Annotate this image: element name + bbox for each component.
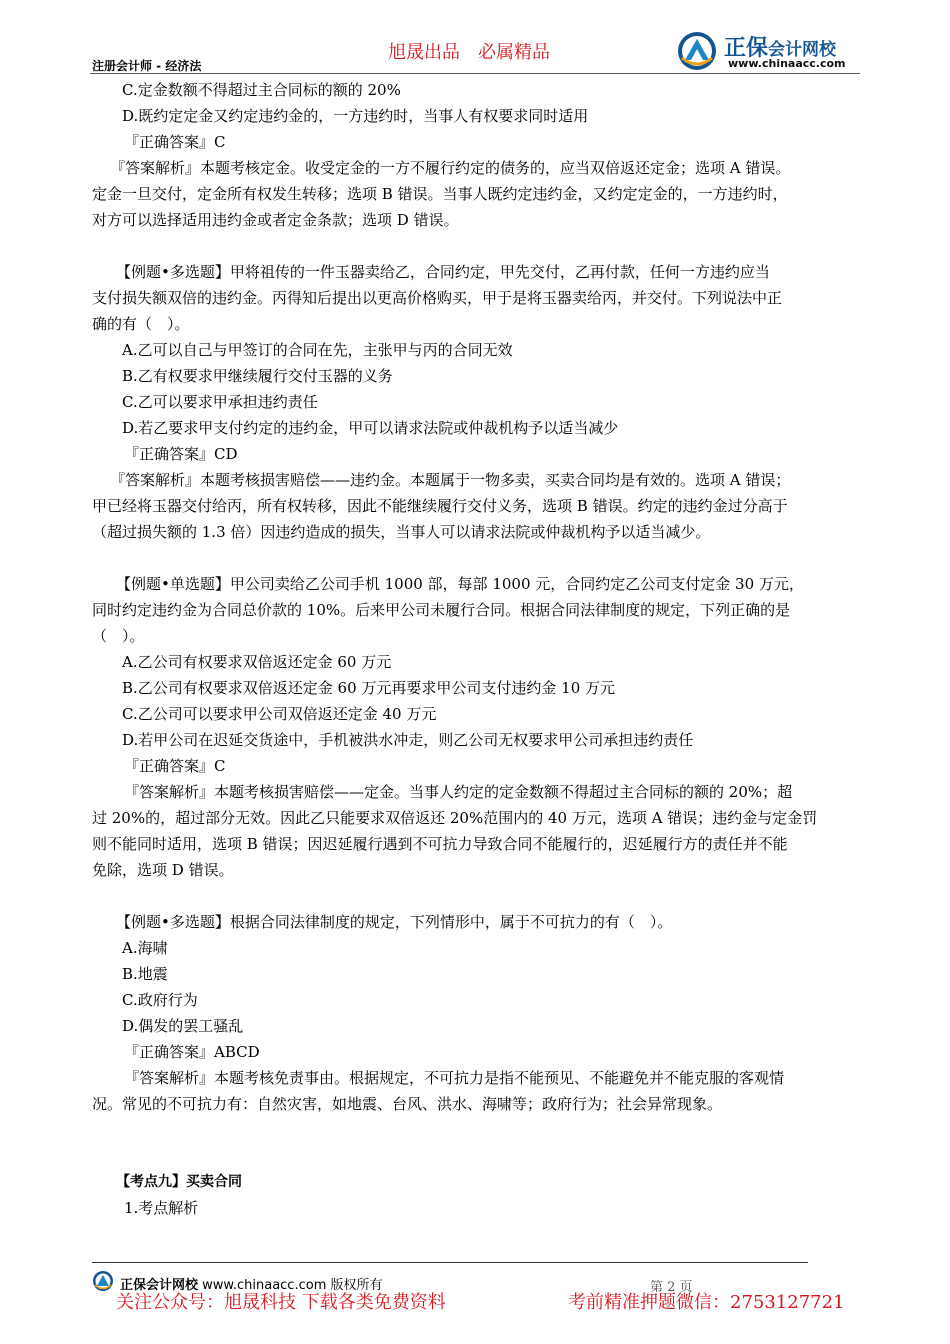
option-d: D.偶发的罢工骚乱	[122, 1017, 244, 1035]
footer-logo-icon	[92, 1270, 114, 1292]
answer-analysis-cont: 免除，选项 D 错误。	[92, 861, 234, 879]
option-a: A.海啸	[122, 939, 168, 957]
answer-analysis: 『答案解析』本题考核损害赔偿——违约金。本题属于一物多卖，买卖合同均是有效的。选项 A 错误；	[110, 471, 791, 489]
question-stem: 【例题•多选题】根据合同法律制度的规定，下列情形中，属于不可抗力的有（ ）。	[116, 913, 673, 931]
footer-brand: 正保会计网校	[120, 1278, 199, 1293]
logo-name-big: 正保	[724, 36, 769, 61]
logo-name-small: 会计网校	[768, 40, 837, 60]
answer-analysis-cont: 甲已经将玉器交付给丙，所有权转移，因此不能继续履行交付义务，选项 B 错误。约定的违约金过分高于	[92, 497, 788, 515]
question-stem-cont: 支付损失额双倍的违约金。丙得知后提出以更高价格购买，甲于是将玉器卖给丙，并交付。下列说法中正	[92, 289, 783, 307]
answer-analysis-cont: 况。常见的不可抗力有：自然灾害，如地震、台风、洪水、海啸等；政府行为；社会异常现象。	[92, 1095, 723, 1113]
answer-analysis-cont: （超过损失额的 1.3 倍）因违约造成的损失，当事人可以请求法院或仲裁机构予以适当减少。	[92, 523, 711, 541]
question-stem: 【例题•多选题】甲将祖传的一件玉器卖给乙，合同约定，甲先交付，乙再付款，任何一方违约应当	[116, 263, 770, 281]
option-c: C.定金数额不得超过主合同标的额的 20%	[122, 81, 401, 99]
logo-url: www.chinaacc.com	[728, 57, 846, 70]
subsection-heading: 1.考点解析	[124, 1199, 199, 1217]
section-heading: 【考点九】买卖合同	[116, 1174, 242, 1190]
question-stem-cont: 同时约定违约金为合同总价款的 10%。后来甲公司未履行合同。根据合同法律制度的规定，下列正确的是	[92, 601, 791, 619]
option-d: D.若甲公司在迟延交货途中，手机被洪水冲走，则乙公司无权要求甲公司承担违约责任	[122, 731, 694, 749]
answer-analysis-cont: 过 20%的，超过部分无效。因此乙只能要求双倍返还 20%范围内的 40 万元，选项 A 错误；违约金与定金罚	[92, 809, 818, 827]
answer-analysis-cont: 定金一旦交付，定金所有权发生转移；选项 B 错误。当事人既约定违约金，又约定定金的，一方违约时，	[92, 185, 788, 203]
correct-answer: 『正确答案』ABCD	[124, 1043, 260, 1061]
option-b: B.乙公司有权要求双倍返还定金 60 万元再要求甲公司支付违约金 10 万元	[122, 679, 616, 697]
page-number: 第 2 页	[650, 1280, 693, 1295]
option-d: D.若乙要求甲支付约定的违约金，甲可以请求法院或仲裁机构予以适当减少	[122, 419, 619, 437]
answer-analysis: 『答案解析』本题考核定金。收受定金的一方不履行约定的债务的，应当双倍返还定金；选项 A 错误。	[110, 159, 791, 177]
option-a: A.乙可以自己与甲签订的合同在先，主张甲与丙的合同无效	[122, 341, 513, 359]
promo-left: 关注公众号：旭晟科技 下载各类免费资料	[116, 1292, 446, 1313]
answer-analysis: 『答案解析』本题考核损害赔偿——定金。当事人约定的定金数额不得超过主合同标的额的 20%；超	[124, 783, 793, 801]
correct-answer: 『正确答案』CD	[124, 445, 238, 463]
answer-analysis-cont: 对方可以选择适用违约金或者定金条款；选项 D 错误。	[92, 211, 459, 229]
question-stem-cont: （ ）。	[92, 627, 145, 645]
header-slogan: 旭晟出品 必属精品	[388, 42, 550, 63]
footer-site: www.chinaacc.com 版权所有	[202, 1278, 383, 1293]
option-b: B.地震	[122, 965, 168, 983]
header-course-title: 注册会计师 - 经济法	[92, 59, 202, 73]
question-stem-cont: 确的有（ ）。	[92, 315, 190, 333]
option-a: A.乙公司有权要求双倍返还定金 60 万元	[122, 653, 392, 671]
correct-answer: 『正确答案』C	[124, 133, 226, 151]
question-stem: 【例题•单选题】甲公司卖给乙公司手机 1000 部，每部 1000 元，合同约定乙公司支付定金 30 万元，	[116, 575, 804, 593]
answer-analysis: 『答案解析』本题考核免责事由。根据规定，不可抗力是指不能预见、不能避免并不能克服的客观情	[124, 1069, 785, 1087]
option-c: C.乙可以要求甲承担违约责任	[122, 393, 318, 411]
option-b: B.乙有权要求甲继续履行交付玉器的义务	[122, 367, 393, 385]
header-divider	[90, 73, 860, 74]
footer-divider	[92, 1262, 808, 1263]
option-d: D.既约定定金又约定违约金的，一方违约时，当事人有权要求同时适用	[122, 107, 589, 125]
option-c: C.政府行为	[122, 991, 198, 1009]
answer-analysis-cont: 则不能同时适用，选项 B 错误；因迟延履行遇到不可抗力导致合同不能履行的，迟延履行方的责任并不能	[92, 835, 788, 853]
promo-right: 考前精准押题微信：2753127721	[568, 1292, 845, 1313]
chinaacc-logo-icon	[676, 30, 718, 72]
correct-answer: 『正确答案』C	[124, 757, 226, 775]
option-c: C.乙公司可以要求甲公司双倍返还定金 40 万元	[122, 705, 437, 723]
brand-logo	[676, 30, 866, 74]
